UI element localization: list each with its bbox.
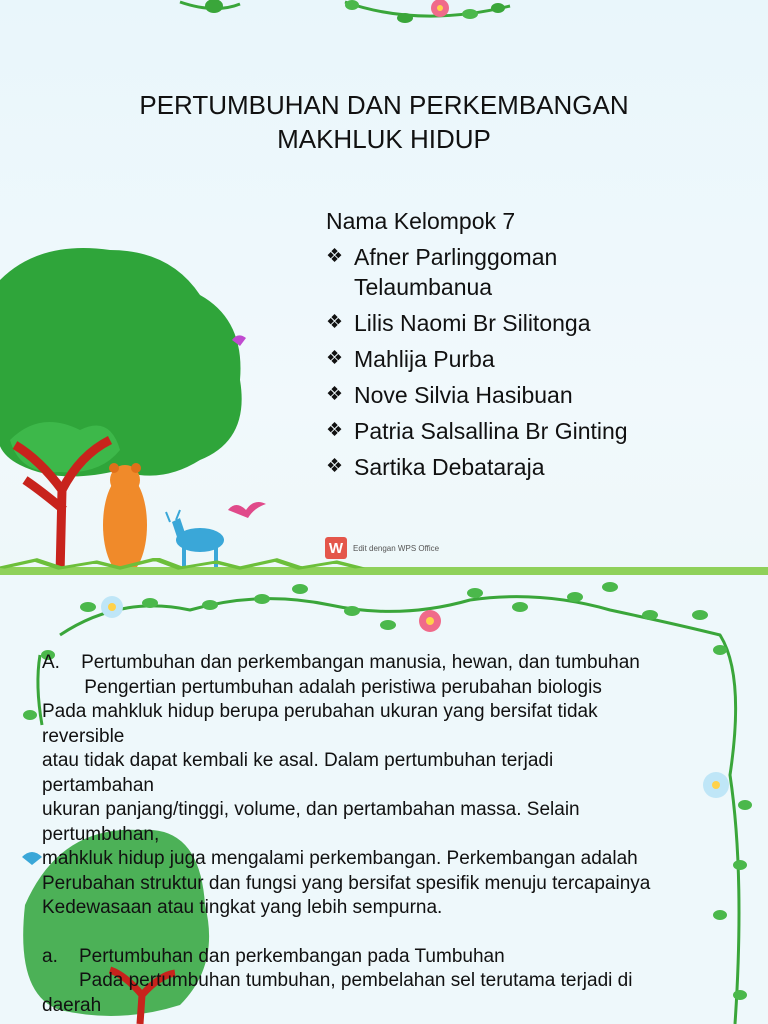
list-item [326, 416, 666, 446]
member-list [326, 242, 666, 488]
member-name: Afner Parlinggoman Telaumbanua [354, 244, 558, 300]
body-text [42, 651, 742, 1018]
text-line: reversible [42, 725, 125, 747]
list-item [326, 242, 666, 302]
text-line: Perubahan struktur dan fungsi yang bersifat spesifik menuju tercapainya [42, 872, 651, 894]
diamond-bullet-icon: ❖ [326, 348, 344, 369]
diamond-bullet-icon: ❖ [326, 312, 344, 333]
text-line: pertambahan [42, 774, 154, 796]
member-name: Mahlija Purba [354, 346, 495, 372]
title-line-1: PERTUMBUHAN DAN PERKEMBANGAN [139, 90, 629, 120]
text-line: ukuran panjang/tinggi, volume, dan pertambahan massa. Selain [42, 799, 580, 820]
wps-text: Edit dengan WPS Office [353, 543, 440, 553]
top-vine-decoration [0, 0, 768, 30]
text-line: Pada pertumbuhan tumbuhan, pembelahan sel terutama terjadi di [42, 970, 633, 991]
group-label: Nama Kelompok 7 [326, 208, 516, 234]
member-name: Patria Salsallina Br Ginting [354, 418, 628, 444]
diamond-bullet-icon: ❖ [326, 456, 344, 477]
member-name: Sartika Debataraja [354, 454, 545, 480]
pink-flower-icon [419, 610, 441, 632]
text-line: A. Pertumbuhan dan perkembangan manusia, hewan, dan tumbuhan [42, 652, 640, 673]
list-item [326, 452, 666, 482]
slide-content [0, 575, 768, 1024]
wps-watermark [325, 537, 439, 559]
text-line: a. Pertumbuhan dan perkembangan pada Tumbuhan [42, 945, 505, 967]
grass-decoration [0, 558, 768, 575]
text-line: pertumbuhan, [42, 823, 160, 845]
diamond-bullet-icon: ❖ [326, 246, 344, 267]
text-line: mahkluk hidup juga mengalami perkembangan. Perkembangan adalah [42, 848, 638, 869]
text-line: Pada mahkluk hidup berupa perubahan ukuran yang bersifat tidak [42, 701, 598, 722]
list-item [326, 380, 666, 410]
title-line-2: MAKHLUK HIDUP [277, 124, 491, 154]
bird-icon [228, 502, 266, 518]
member-name: Lilis Naomi Br Silitonga [354, 310, 591, 336]
diamond-bullet-icon: ❖ [326, 384, 344, 405]
bird-icon [22, 852, 42, 865]
page-title [0, 88, 768, 156]
text-line: daerah [42, 994, 102, 1016]
wps-logo-icon: W [325, 537, 347, 559]
list-item [326, 344, 666, 374]
member-name: Nove Silvia Hasibuan [354, 382, 573, 408]
text-line: Kedewasaan atau tingkat yang lebih sempurna. [42, 897, 443, 918]
list-item [326, 308, 666, 338]
text-line: atau tidak dapat kembali ke asal. Dalam pertumbuhan terjadi [42, 750, 554, 771]
tree-scene-illustration [0, 240, 300, 575]
text-line: Pengertian pertumbuhan adalah peristiwa perubahan biologis [42, 676, 602, 698]
diamond-bullet-icon: ❖ [326, 420, 344, 441]
